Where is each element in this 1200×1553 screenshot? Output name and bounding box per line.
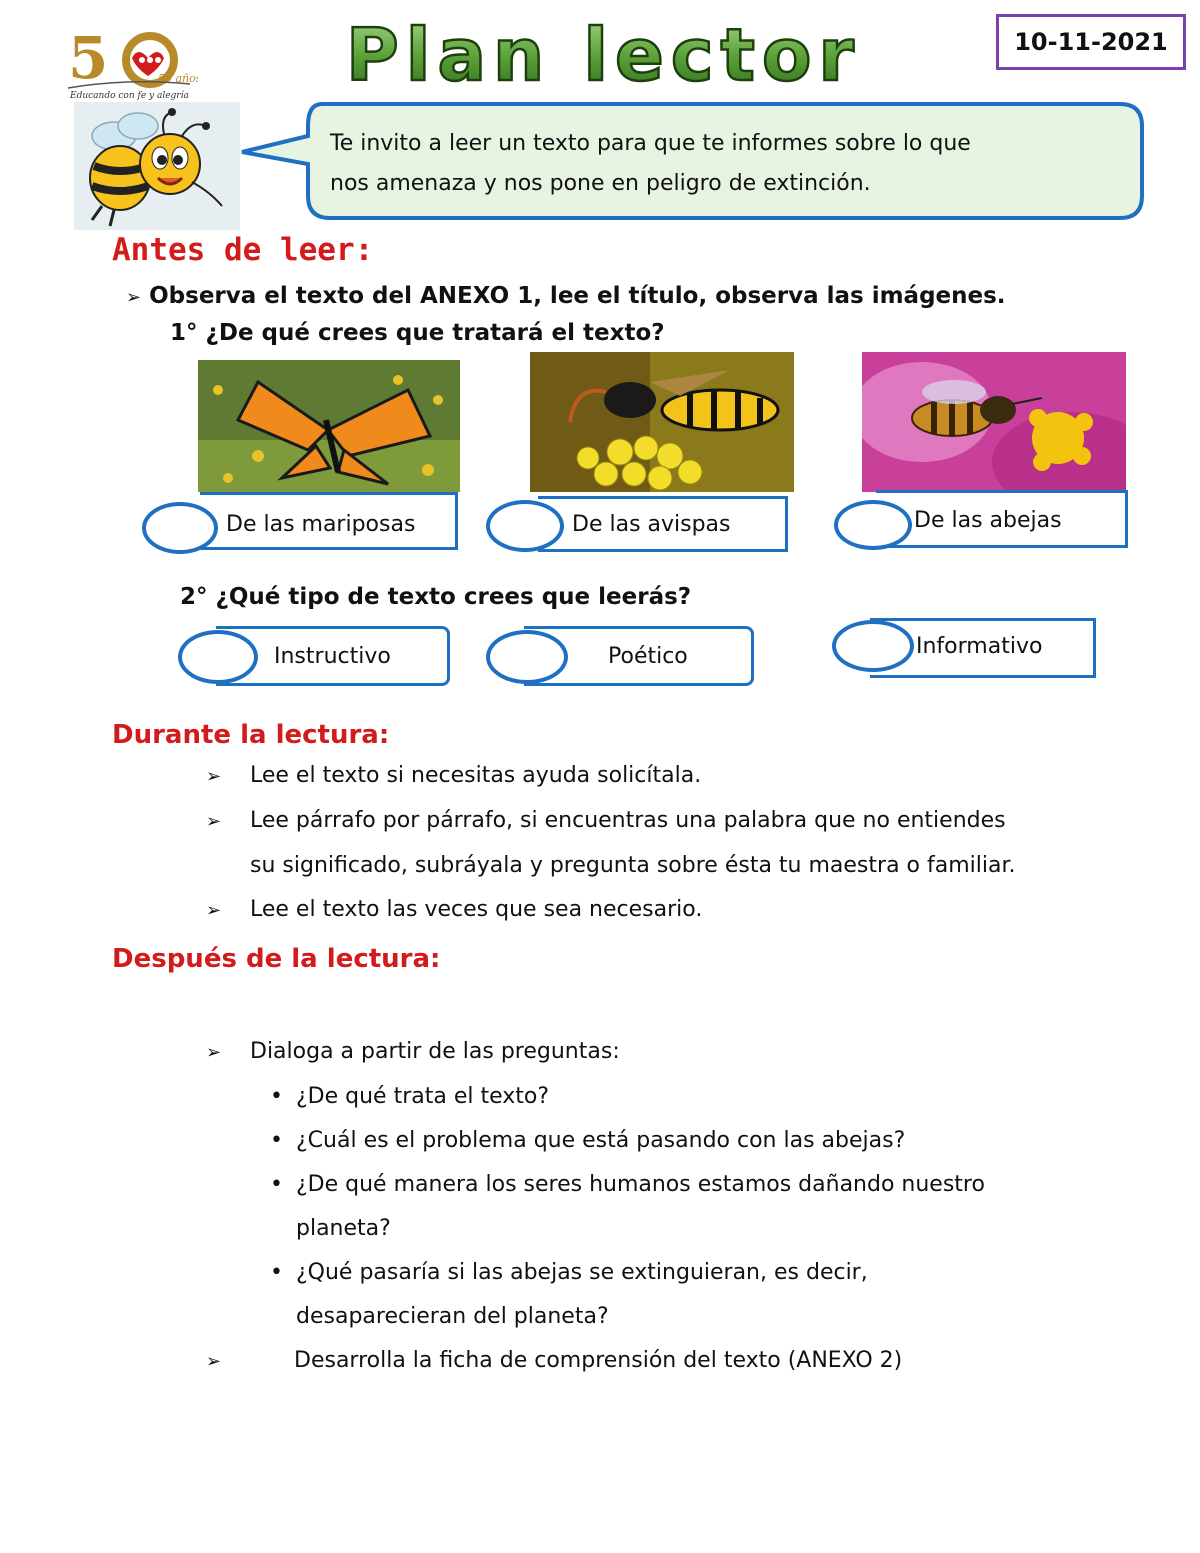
bullet-arrow-icon: ➢ <box>126 287 142 308</box>
bullet-dot-icon: • <box>270 1128 283 1153</box>
instruction-text: Observa el texto del ANEXO 1, lee el título, observa las imágenes. <box>149 283 1006 309</box>
despues-list <box>206 1030 1166 1384</box>
option-abejas[interactable] <box>832 488 1132 554</box>
wasp-photo <box>530 352 794 492</box>
question-item: • ¿Cuál es el problema que está pasando con las abejas? <box>206 1119 1166 1163</box>
durante-list <box>206 754 1166 933</box>
bee-mascot-icon <box>74 102 240 230</box>
instruction-line <box>126 283 1006 309</box>
bullet-arrow-icon: ➢ <box>206 1042 222 1063</box>
option-label: De las abejas <box>914 508 1062 533</box>
question-item: • ¿Qué pasaría si las abejas se extinguieran, es decir, <box>206 1251 1166 1295</box>
bullet-dot-icon: • <box>270 1260 283 1285</box>
school-logo <box>62 22 198 102</box>
option-label: De las mariposas <box>226 512 416 537</box>
list-item: ➢ Dialoga a partir de las preguntas: <box>206 1030 1166 1075</box>
option-avispas[interactable] <box>484 492 790 558</box>
speech-text <box>330 124 1120 204</box>
bullet-dot-icon: • <box>270 1172 283 1197</box>
bullet-arrow-icon: ➢ <box>206 766 222 787</box>
option-label: Poético <box>608 644 688 669</box>
question-item-continuation: planeta? <box>296 1216 391 1241</box>
question-1: 1° ¿De qué crees que tratará el texto? <box>170 320 665 346</box>
question-item-continuation: desaparecieran del planeta? <box>296 1304 609 1329</box>
option-label: De las avispas <box>572 512 731 537</box>
option-mariposas[interactable] <box>140 492 464 558</box>
butterfly-photo <box>198 360 460 492</box>
answer-circle[interactable] <box>832 620 914 672</box>
answer-circle[interactable] <box>178 630 258 684</box>
bullet-arrow-icon: ➢ <box>206 811 222 832</box>
list-item-continuation: su significado, subráyala y pregunta sobre ésta tu maestra o familiar. <box>250 853 1016 878</box>
question-item: • ¿De qué trata el texto? <box>206 1075 1166 1119</box>
answer-circle[interactable] <box>834 500 912 550</box>
option-label: Instructivo <box>274 644 391 669</box>
logo-tagline: Educando con fe y alegría <box>70 91 189 101</box>
option-instructivo[interactable] <box>176 624 454 690</box>
logo-years: 50 años <box>158 72 198 85</box>
option-informativo[interactable] <box>830 616 1100 682</box>
page-title <box>340 18 960 98</box>
answer-circle[interactable] <box>486 500 564 552</box>
bullet-arrow-icon: ➢ <box>206 900 222 921</box>
date-badge: 10-11-2021 <box>996 14 1186 70</box>
list-item: ➢ Lee párrafo por párrafo, si encuentras una palabra que no entiendes <box>206 799 1166 844</box>
section-heading-durante: Durante la lectura: <box>112 720 390 750</box>
list-item: ➢ Lee el texto si necesitas ayuda solicítala. <box>206 754 1166 799</box>
bee-photo <box>862 352 1126 492</box>
option-poetico[interactable] <box>484 624 758 690</box>
speech-line-2: nos amenaza y nos pone en peligro de extinción. <box>330 171 871 196</box>
answer-circle[interactable] <box>486 630 568 684</box>
question-2: 2° ¿Qué tipo de texto crees que leerás? <box>180 584 692 610</box>
list-item: ➢ Desarrolla la ficha de comprensión del texto (ANEXO 2) <box>206 1339 1166 1384</box>
section-heading-antes: Antes de leer: <box>112 232 374 268</box>
question-item: • ¿De qué manera los seres humanos estamos dañando nuestro <box>206 1163 1166 1207</box>
title-text: Plan lector <box>346 18 861 97</box>
answer-circle[interactable] <box>142 502 218 554</box>
list-item: ➢ Lee el texto las veces que sea necesario. <box>206 888 1166 933</box>
speech-line-1: Te invito a leer un texto para que te informes sobre lo que <box>330 131 971 156</box>
section-heading-despues: Después de la lectura: <box>112 944 441 974</box>
bullet-dot-icon: • <box>270 1084 283 1109</box>
bullet-arrow-icon: ➢ <box>206 1351 222 1372</box>
option-label: Informativo <box>916 634 1043 659</box>
svg-text:5: 5 <box>68 24 109 92</box>
